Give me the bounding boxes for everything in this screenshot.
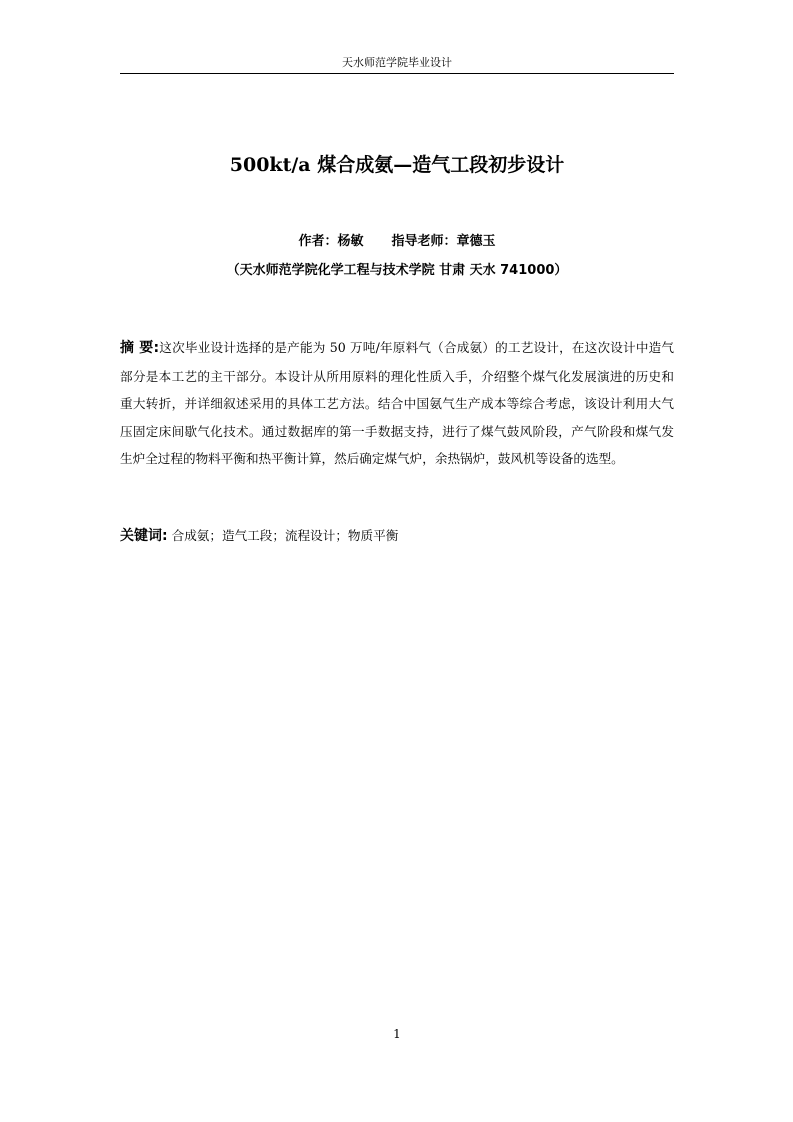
affiliation-line: （天水师范学院化学工程与技术学院 甘肃 天水 741000）	[226, 263, 568, 278]
abstract-body: 这次毕业设计选择的是产能为 50 万吨/年原料气（合成氨）的工艺设计，在这次设计中造气部分是本工艺的主干部分。本设计从所用原料的理化性质入手，介绍整个煤气化发展演进的历史和重大转折，并详细叙述采用的具体工艺方法。结合中国氨气生产成本等综合考虑，该设计利用大气压固定床间歇气化技术。通过数据库的第一手数据支持，进行了煤气鼓风阶段，产气阶段和煤气发生炉全过程的物料平衡和热平衡计算，然后确定煤气炉，余热锅炉，鼓风机等设备的选型。	[120, 340, 674, 466]
abstract-label: 摘 要:	[120, 340, 160, 356]
keywords-line	[120, 522, 674, 550]
author-name: 作者：杨敏	[298, 234, 364, 249]
author-line	[120, 233, 674, 251]
header-rule	[120, 73, 674, 74]
keywords-label: 关键词:	[120, 528, 168, 544]
paper-title: 500kt/a 煤合成氨—造气工段初步设计	[229, 154, 565, 176]
running-header: 天水师范学院毕业设计	[342, 56, 452, 69]
advisor-name: 指导老师：章德玉	[391, 234, 496, 249]
abstract-paragraph	[120, 334, 674, 473]
keywords-body: 合成氨；造气工段；流程设计；物质平衡	[167, 528, 399, 543]
page-number: 1	[393, 1027, 401, 1041]
